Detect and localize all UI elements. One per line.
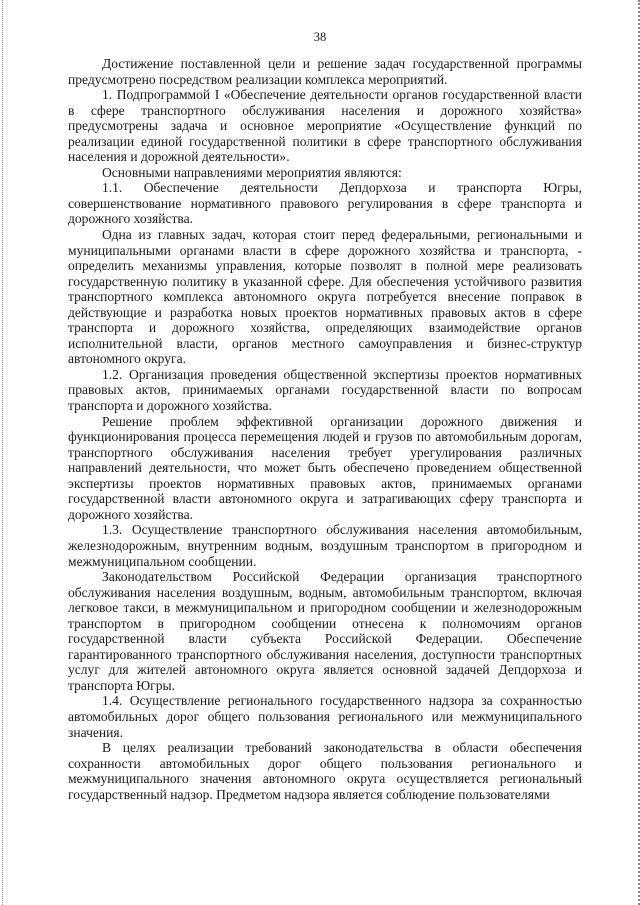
page-number: 38 xyxy=(313,30,327,44)
paragraph-item-1-2: 1.2. Организация проведения общественной экспертизы проектов нормативных правовых актов, принимаемых органами государственной власти по вопросам транспорта и дорожного хозяйства. xyxy=(68,366,582,414)
paragraph-regional-supervision: В целях реализации требований законодательства в области обеспечения сохранности автомобильных дорог общего пользования регионального и межмуниципального значения автономного округа осуществляется региональный государственный надзор. Предметом надзора является соблюдение пользователями xyxy=(68,740,582,802)
paragraph-legislation: Законодательством Российской Федерации организация транспортного обслуживания населения воздушным, водным, автомобильным транспортом, включая легковое такси, в межмуниципальном и пригородном сообщении и железнодорожным транспортом в пригородном сообщении отнесена к полномочиям органов государственной власти субъекта Российской Федерации. Обеспечение гарантированного транспортного обслуживания населения, доступности транспортных услуг для жителей автономного округа является основной задачей Депдорхоза и транспорта Югры. xyxy=(68,569,582,693)
paragraph-directions-intro: Основными направлениями мероприятия являются: xyxy=(102,164,402,180)
paragraph-traffic-problems: Решение проблем эффективной организации дорожного движения и функционирования процесса перемещения людей и грузов по автомобильным дорогам, транспортного обслуживания населения требует урегулирования различных направлений деятельности, что может быть обеспечено проведением общественной экспертизы проектов нормативных правовых актов, принимаемых органами государственной власти автономного округа и затрагивающих сферу транспорта и дорожного хозяйства. xyxy=(68,413,582,522)
paragraph-item-1-4: 1.4. Осуществление регионального государственного надзора за сохранностью автомобильных дорог общего пользования регионального или межмуниципального значения. xyxy=(68,693,582,740)
scan-edge-right xyxy=(635,0,640,905)
paragraph-goal: Достижение поставленной цели и решение задач государственной программы предусмотрено посредством реализации комплекса мероприятий. xyxy=(68,56,582,87)
paragraph-item-1-3: 1.3. Осуществление транспортного обслуживания населения автомобильным, железнодорожным, внутренним водным, воздушным транспортом в пригородном и межмуниципальном сообщении. xyxy=(68,522,582,569)
paragraph-main-task: Одна из главных задач, которая стоит перед федеральными, региональными и муниципальными органами власти в сфере дорожного хозяйства и транспорта, - определить механизмы управления, которые позволят в полной мере реализовать государственную политику в указанной сфере. Для обеспечения устойчивого развития транспортного комплекса автономного округа потребуется внесение поправок в действующие и разработка новых проектов нормативных правовых актов в сфере транспорта и дорожного хозяйства, определяющих взаимодействие органов исполнительной власти, органов местного самоуправления и бизнес-структур автономного округа. xyxy=(68,227,582,367)
paragraph-item-1-1: 1.1. Обеспечение деятельности Депдорхоза и транспорта Югры, совершенствование нормативного правового регулирования в сфере транспорта и дорожного хозяйства. xyxy=(68,180,582,227)
paragraph-subprogram-1: 1. Подпрограммой I «Обеспечение деятельности органов государственной власти в сфере транспортного обслуживания населения и дорожного хозяйства» предусмотрены задача и основное мероприятие «Осуществление функций по реализации единой государственной политики в сфере транспортного обслуживания населения и дорожной деятельности». xyxy=(68,87,582,165)
document-body xyxy=(68,56,582,802)
scan-edge-left xyxy=(2,0,6,905)
